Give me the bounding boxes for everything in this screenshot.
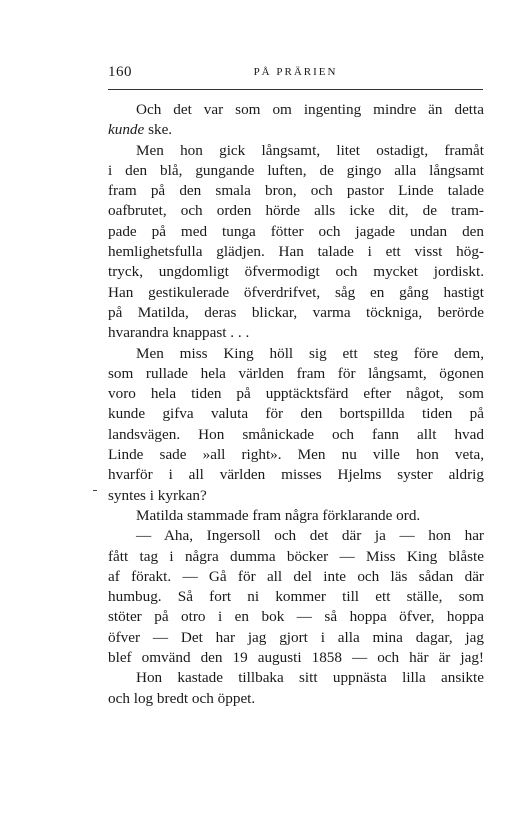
text-line: och log bredt och öppet. xyxy=(108,689,256,707)
text-line: Hon kastade tillbaka sitt uppnästa lilla ansikte xyxy=(136,669,484,687)
text-line: humbug. Så fort ni kommer till ett ställe, som xyxy=(108,588,484,606)
text-line: — Aha, Ingersoll och det där ja — hon har xyxy=(136,527,484,545)
text-line: tryck, ungdomligt öfvermodigt och mycket jordiskt. xyxy=(108,263,484,281)
italic-word: kunde xyxy=(108,121,145,139)
running-title: PÅ PRÄRIEN xyxy=(253,66,338,78)
header-rule xyxy=(108,89,483,90)
text-line: Han gestikulerade öfverdrifvet, såg en gång hastigt xyxy=(108,283,484,301)
text-line: blef omvänd den 19 augusti 1858 — och här är jag! xyxy=(108,649,484,667)
page-header xyxy=(108,64,483,86)
text-line: Men miss King höll sig ett steg före dem, xyxy=(136,344,484,362)
text-line: hemlighetsfulla glädjen. Han talade i ett visst hög- xyxy=(108,243,484,261)
text-line xyxy=(108,120,484,140)
text-line: på Matilda, deras blickar, varma töckniga, berörde xyxy=(108,303,484,321)
text-fragment: ske. xyxy=(144,121,173,139)
text-line: hvarför i all världen misses Hjelms syster aldrig xyxy=(108,466,484,484)
text-line: kunde gifva valuta för den bortspillda tiden på xyxy=(108,405,484,423)
text-line: landsvägen. Hon smånickade och fann allt hvad xyxy=(108,425,484,443)
text-line: af förakt. — Gå för all del inte och läs sådan där xyxy=(108,567,484,585)
text-line: Linde sade »all right». Men nu ville hon veta, xyxy=(108,446,484,464)
body-text xyxy=(108,100,484,709)
text-line: fram på den smala bron, och pastor Linde talade xyxy=(108,182,484,200)
text-line: pade på med tunga fötter och jagade undan den xyxy=(108,222,484,240)
text-line: som rullade hela världen fram för långsamt, ögonen xyxy=(108,364,484,382)
text-line: syntes i kyrkan? xyxy=(108,486,207,504)
text-line: i den blå, gungande luften, de gingo alla långsamt xyxy=(108,161,484,179)
text-line: fått tag i några dumma böcker — Miss King blåste xyxy=(108,547,484,565)
text-line: hvarandra knappast . . . xyxy=(108,324,250,342)
page-number: 160 xyxy=(108,64,132,80)
text-line: Och det var som om ingenting mindre än detta xyxy=(136,101,484,118)
text-line: oafbrutet, och orden hörde alls icke dit, de tram- xyxy=(108,202,484,220)
text-line: stöter på otro i en bok — så hoppa öfver, hoppa xyxy=(108,608,484,626)
text-line: Men hon gick långsamt, litet ostadigt, framåt xyxy=(136,141,484,159)
text-line: Matilda stammade fram några förklarande ord. xyxy=(136,506,421,524)
text-line: öfver — Det har jag gjort i alla mina dagar, jag xyxy=(108,628,484,646)
margin-mark xyxy=(93,490,97,491)
text-line: voro hela tiden på upptäcktsfärd efter något, som xyxy=(108,385,484,403)
